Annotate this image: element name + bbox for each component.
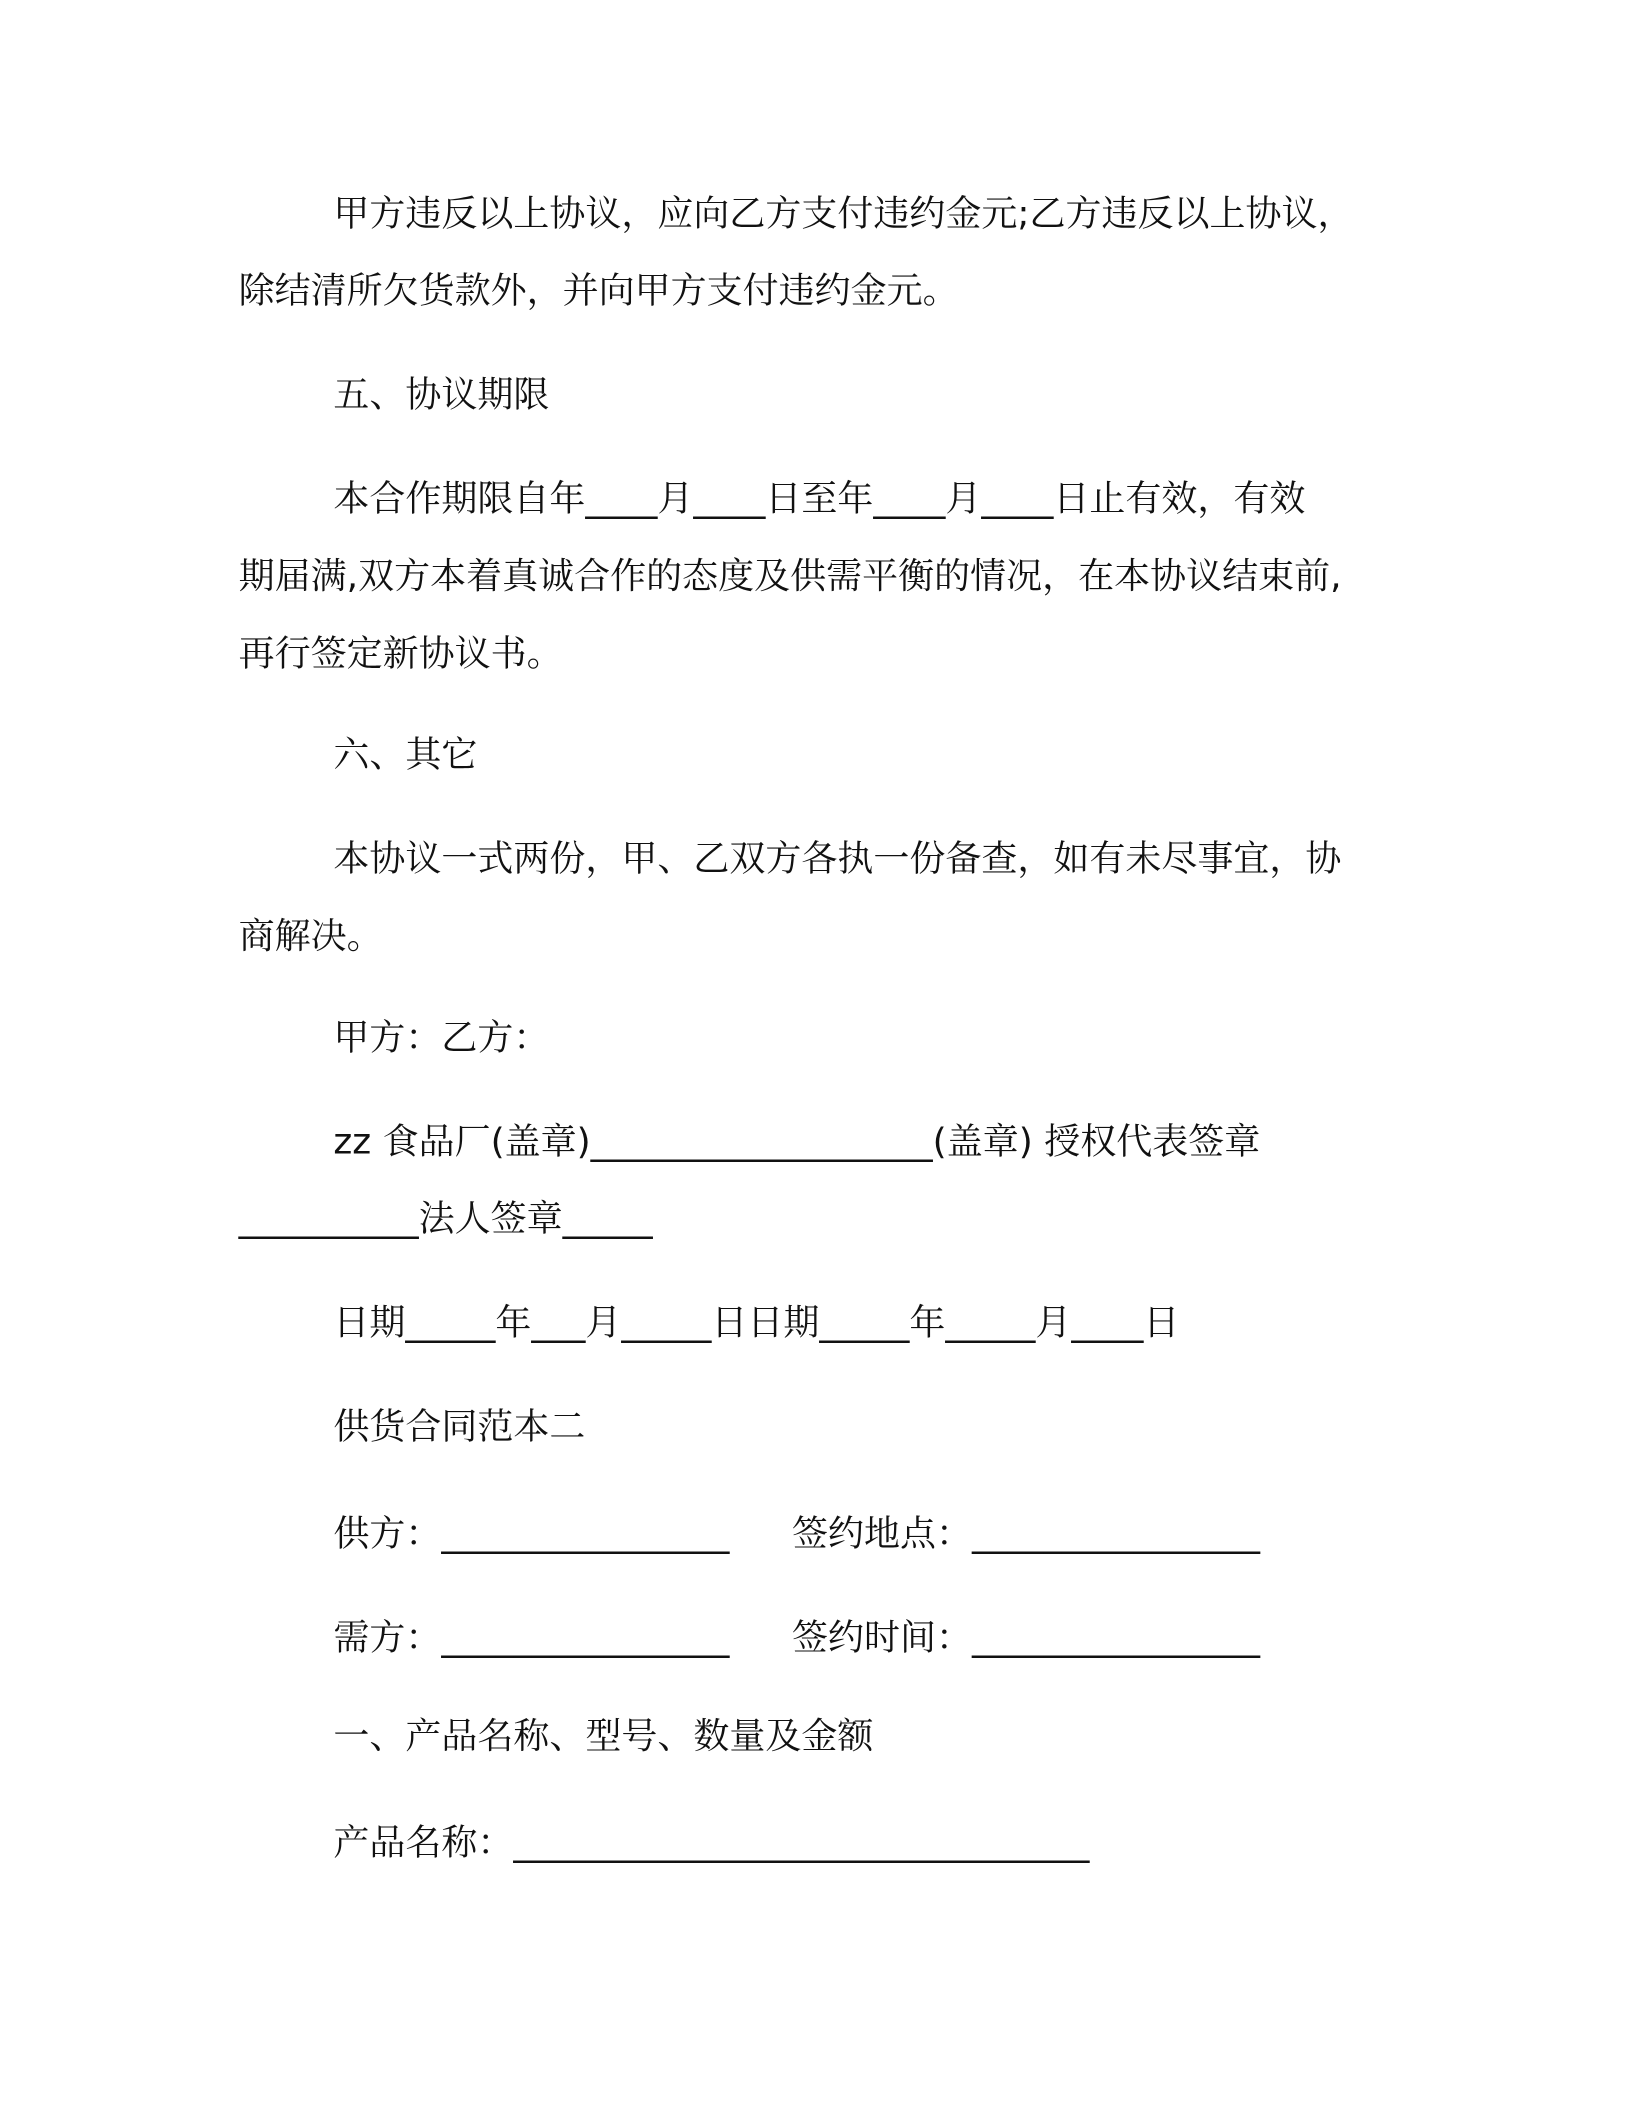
text-line: 再行签定新协议书。 — [238, 633, 563, 675]
date-line: 日期_____年___月_____日日期_____年_____月____日 — [333, 1302, 1180, 1344]
section-heading: 六、其它 — [333, 734, 478, 776]
sign-time-field: 签约时间：________________ — [791, 1617, 1260, 1659]
buyer-field: 需方：________________ — [333, 1617, 730, 1659]
product-name-field: 产品名称：________________________________ — [333, 1822, 1090, 1864]
text-line: 本协议一式两份，甲、乙双方各执一份备查，如有未尽事宜，协 — [333, 838, 1342, 880]
text-line: 期届满,双方本着真诚合作的态度及供需平衡的情况，在本协议结束前, — [238, 555, 1342, 598]
section-heading: 五、协议期限 — [333, 374, 550, 416]
parties-line: 甲方：乙方： — [333, 1017, 550, 1059]
text-line: 商解决。 — [238, 915, 383, 958]
signature-line: __________法人签章_____ — [238, 1198, 653, 1240]
text-line: 本合作期限自年____月____日至年____月____日止有效，有效 — [333, 478, 1306, 520]
document-title: 供货合同范本二 — [333, 1406, 586, 1448]
sign-place-field: 签约地点：________________ — [791, 1513, 1260, 1555]
text-line: 除结清所欠货款外，并向甲方支付违约金元。 — [238, 270, 959, 312]
supplier-field: 供方：________________ — [333, 1513, 730, 1555]
section-heading: 一、产品名称、型号、数量及金额 — [333, 1715, 874, 1758]
text-line: 甲方违反以上协议，应向乙方支付违约金元;乙方违反以上协议， — [333, 193, 1354, 235]
signature-line: zz 食品厂(盖章)___________________(盖章) 授权代表签章 — [333, 1121, 1261, 1163]
